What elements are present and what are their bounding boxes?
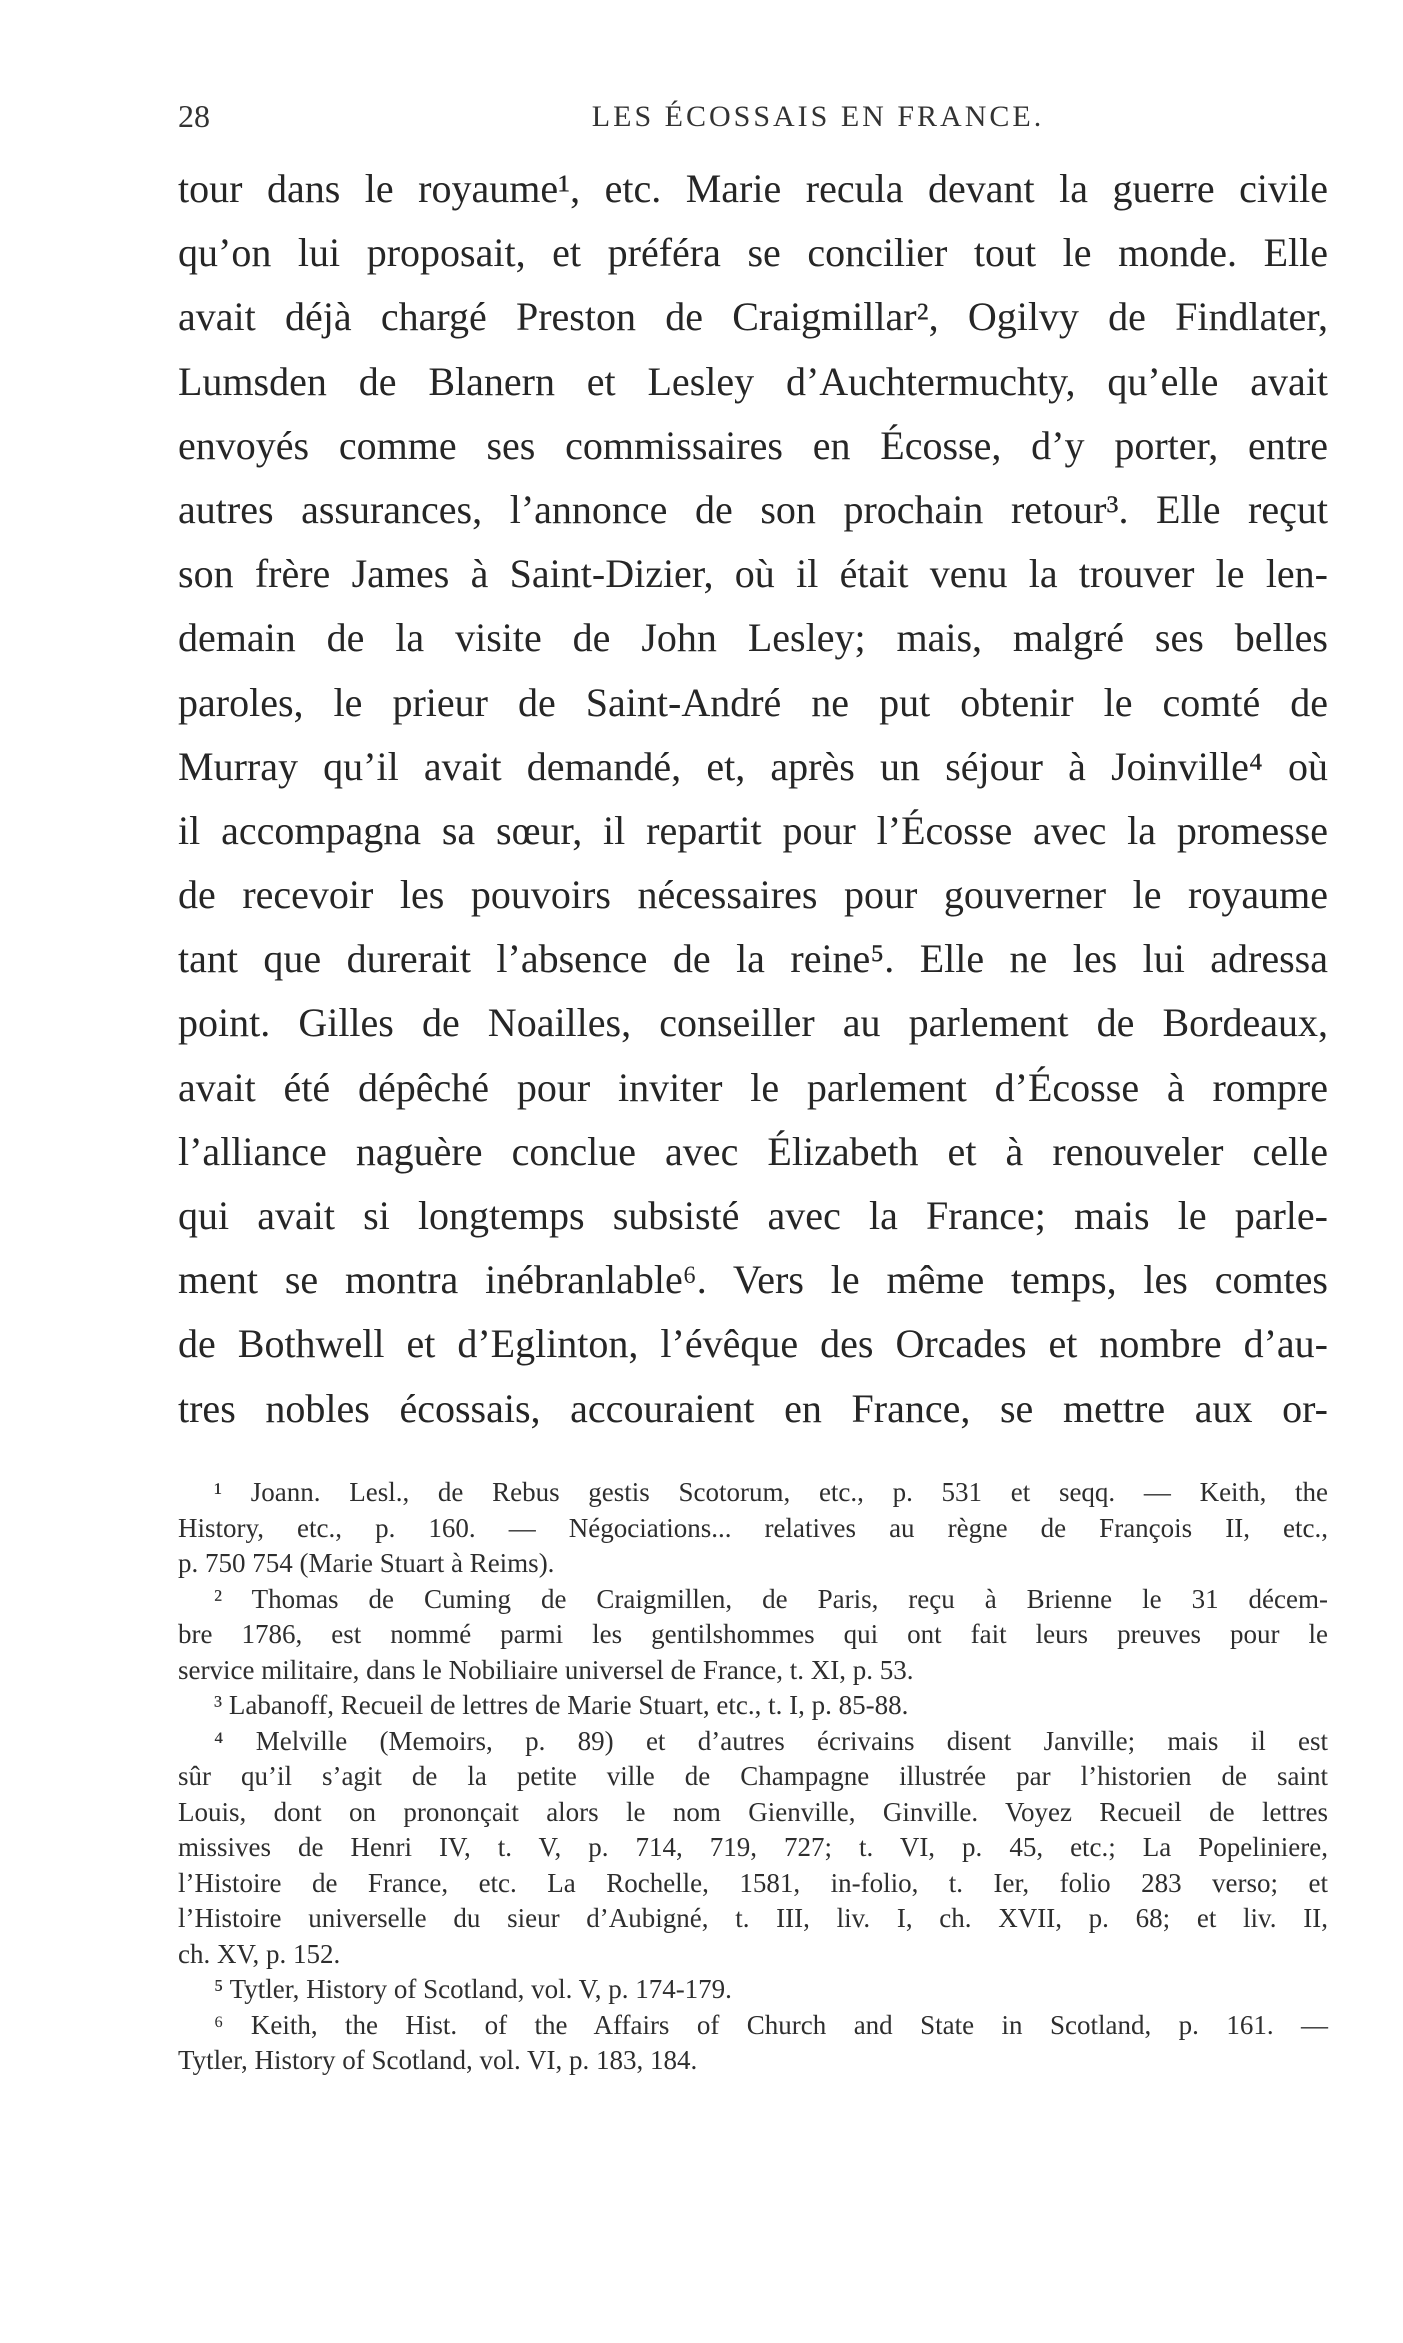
- footnote-line: Louis, dont on prononçait alors le nom Gienville, Ginville. Voyez Recueil de lettres: [178, 1796, 1328, 1827]
- body-line: il accompagna sa sœur, il repartit pour l’Écosse avec la promesse: [178, 807, 1328, 853]
- footnote-line: p. 750 754 (Marie Stuart à Reims).: [178, 1548, 555, 1578]
- body-line: Murray qu’il avait demandé, et, après un séjour à Joinville⁴ où: [178, 743, 1328, 789]
- body-line: paroles, le prieur de Saint-André ne put obtenir le comté de: [178, 679, 1328, 725]
- body-line: autres assurances, l’annonce de son prochain retour³. Elle reçut: [178, 486, 1328, 532]
- running-title: LES ÉCOSSAIS EN FRANCE.: [591, 100, 1045, 133]
- footnote-line: ch. XV, p. 152.: [178, 1938, 341, 1969]
- footnote-line: ¹ Joann. Lesl., de Rebus gestis Scotorum, etc., p. 531 et seqq. — Keith, the: [214, 1477, 1328, 1507]
- running-head: [178, 98, 1298, 142]
- footnote-line: ³ Labanoff, Recueil de lettres de Marie Stuart, etc., t. I, p. 85-88.: [214, 1690, 909, 1720]
- footnotes: [178, 1475, 1328, 2079]
- footnote-line: ² Thomas de Cuming de Craigmillen, de Paris, reçu à Brienne le 31 décem-: [214, 1583, 1328, 1614]
- footnote-line: missives de Henri IV, t. V, p. 714, 719, 727; t. VI, p. 45, etc.; La Popeliniere,: [178, 1832, 1328, 1862]
- body-line: tour dans le royaume¹, etc. Marie recula devant la guerre civile: [178, 166, 1328, 211]
- footnote-line: service militaire, dans le Nobiliaire universel de France, t. XI, p. 53.: [178, 1654, 914, 1685]
- body-line: de recevoir les pouvoirs nécessaires pour gouverner le royaume: [178, 872, 1328, 918]
- body-line: qui avait si longtemps subsisté avec la France; mais le parle-: [178, 1193, 1328, 1238]
- footnote-line: ⁶ Keith, the Hist. of the Affairs of Church and State in Scotland, p. 161. —: [214, 2009, 1328, 2040]
- footnote-line: ⁴ Melville (Memoirs, p. 89) et d’autres écrivains disent Janville; mais il est: [214, 1725, 1328, 1756]
- footnote-line: Tytler, History of Scotland, vol. VI, p. 183, 184.: [178, 2045, 698, 2075]
- body-line: de Bothwell et d’Eglinton, l’évêque des Orcades et nombre d’au-: [178, 1321, 1328, 1367]
- footnote-line: ⁵ Tytler, History of Scotland, vol. V, p. 174-179.: [214, 1974, 732, 2004]
- body-line: son frère James à Saint-Dizier, où il était venu la trouver le len-: [178, 551, 1328, 597]
- body-line: tres nobles écossais, accouraient en France, se mettre aux or-: [178, 1385, 1328, 1431]
- page-number: 28: [178, 98, 210, 134]
- footnote-line: History, etc., p. 160. — Négociations... relatives au règne de François II, etc.,: [178, 1512, 1328, 1543]
- body-line: demain de la visite de John Lesley; mais, malgré ses belles: [178, 615, 1328, 661]
- body-line: envoyés comme ses commissaires en Écosse, d’y porter, entre: [178, 422, 1328, 468]
- body-line: l’alliance naguère conclue avec Élizabeth et à renouveler celle: [178, 1128, 1328, 1174]
- body-line: point. Gilles de Noailles, conseiller au parlement de Bordeaux,: [178, 1000, 1328, 1046]
- body-line: avait déjà chargé Preston de Craigmillar², Ogilvy de Findlater,: [178, 294, 1328, 340]
- body-line: ment se montra inébranlable⁶. Vers le même temps, les comtes: [178, 1257, 1328, 1303]
- body-line: avait été dépêché pour inviter le parlement d’Écosse à rompre: [178, 1064, 1328, 1110]
- main-text: [178, 157, 1328, 1441]
- footnote-line: l’Histoire de France, etc. La Rochelle, 1581, in-folio, t. Ier, folio 283 verso; et: [178, 1867, 1328, 1898]
- footnote-line: bre 1786, est nommé parmi les gentilshommes qui ont fait leurs preuves pour le: [178, 1619, 1328, 1649]
- footnote-line: l’Histoire universelle du sieur d’Aubigné, t. III, liv. I, ch. XVII, p. 68; et liv. II,: [178, 1903, 1328, 1933]
- body-line: Lumsden de Blanern et Lesley d’Auchtermuchty, qu’elle avait: [178, 358, 1328, 404]
- body-line: qu’on lui proposait, et préféra se concilier tout le monde. Elle: [178, 230, 1328, 276]
- body-line: tant que durerait l’absence de la reine⁵. Elle ne les lui adressa: [178, 936, 1328, 982]
- footnote-line: sûr qu’il s’agit de la petite ville de Champagne illustrée par l’historien de saint: [178, 1761, 1328, 1791]
